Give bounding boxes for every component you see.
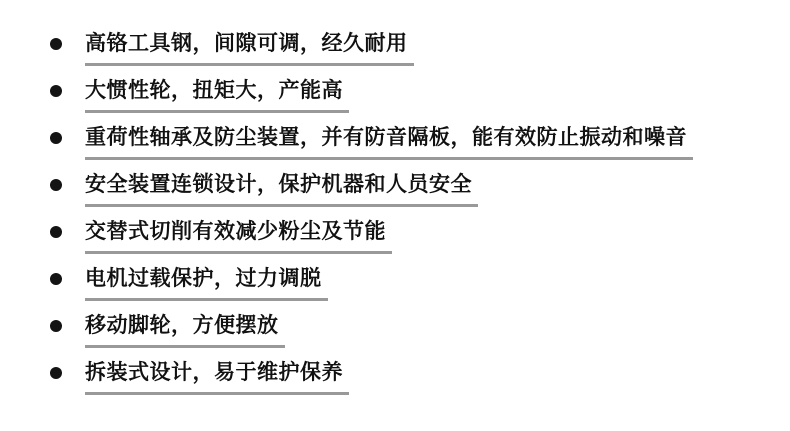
bullet-dot-icon [50, 273, 62, 285]
bullet-dot-icon [50, 132, 62, 144]
bullet-dot-icon [50, 38, 62, 50]
bullet-dot-icon [50, 85, 62, 97]
list-item [50, 221, 693, 254]
list-item [50, 174, 693, 207]
bullet-dot-icon [50, 367, 62, 379]
feature-text: 重荷性轴承及防尘装置，并有防音隔板，能有效防止振动和噪音 [85, 127, 693, 160]
list-item [50, 362, 693, 395]
list-item [50, 268, 693, 301]
list-item [50, 80, 693, 113]
feature-text: 安全装置连锁设计，保护机器和人员安全 [85, 174, 478, 207]
list-item [50, 33, 693, 66]
feature-text: 交替式切削有效减少粉尘及节能 [85, 221, 392, 254]
bullet-dot-icon [50, 179, 62, 191]
feature-text: 电机过载保护，过力调脱 [85, 268, 328, 301]
feature-list [50, 33, 693, 409]
feature-text: 拆装式设计，易于维护保养 [85, 362, 349, 395]
bullet-dot-icon [50, 320, 62, 332]
list-item [50, 127, 693, 160]
feature-text: 大惯性轮，扭矩大，产能高 [85, 80, 349, 113]
bullet-dot-icon [50, 226, 62, 238]
feature-text: 高铬工具钢，间隙可调，经久耐用 [85, 33, 414, 66]
feature-text: 移动脚轮，方便摆放 [85, 315, 285, 348]
list-item [50, 315, 693, 348]
